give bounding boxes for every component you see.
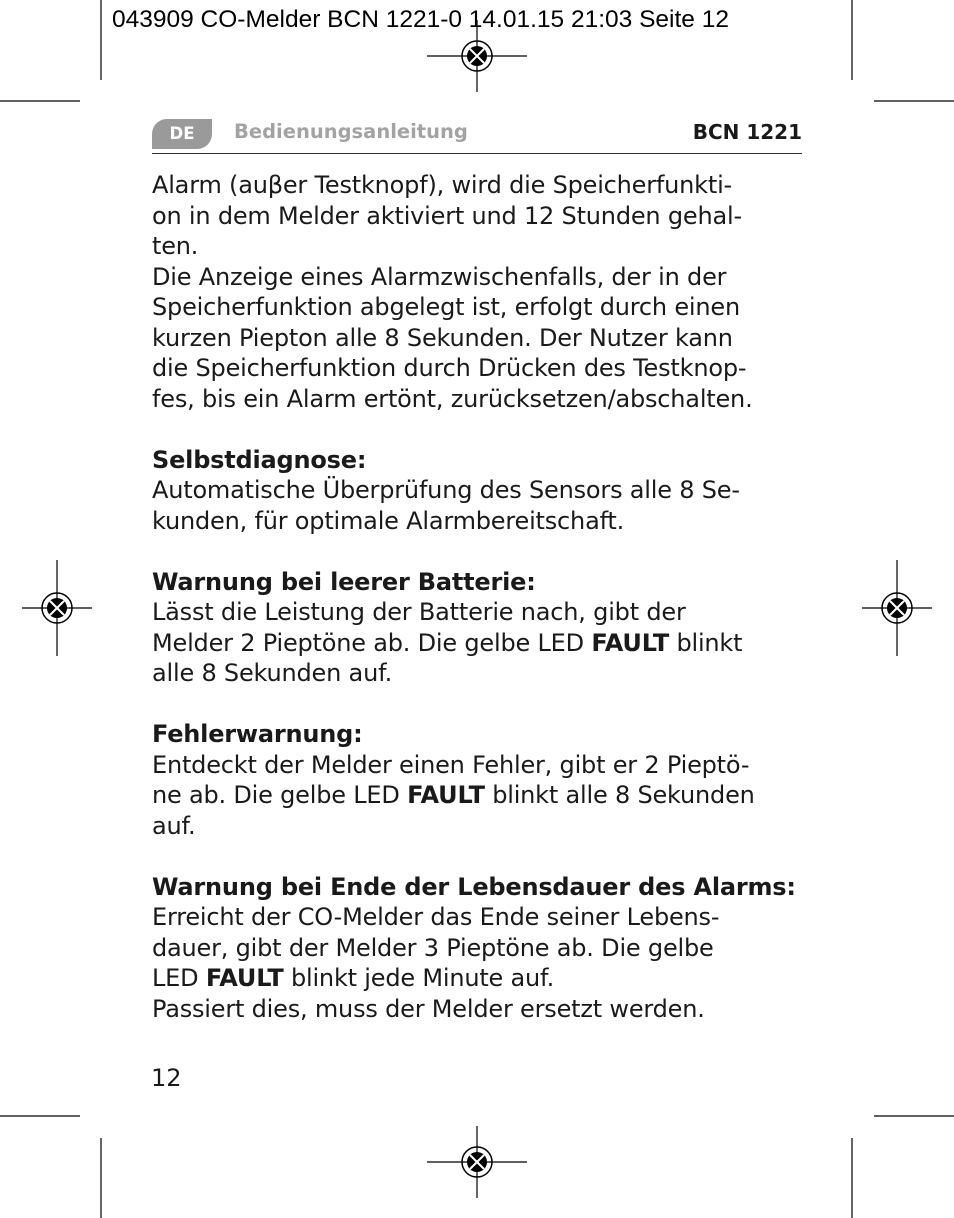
alarm-memory-paragraph [152, 262, 812, 415]
registration-mark-left [22, 560, 92, 656]
low-battery-section [152, 567, 812, 689]
print-slug: 043909 CO-Melder BCN 1221-0 14.01.15 21:03 Seite 12 [112, 6, 729, 33]
text-line: Die Anzeige eines Alarmzwischenfalls, der in der [152, 262, 727, 291]
text-line: LED FAULT blinkt jede Minute auf. [152, 964, 554, 992]
fault-warning-section [152, 719, 812, 841]
section-heading: Warnung bei Ende der Lebensdauer des Alarms: [152, 872, 796, 901]
end-of-life-section [152, 872, 812, 1025]
text-line: Lässt die Leistung der Batterie nach, gibt der [152, 598, 686, 626]
page-number: 12 [151, 1064, 182, 1092]
text-line: ten. [152, 232, 199, 260]
registration-mark-top [427, 20, 527, 92]
text-line: kunden, für optimale Alarmbereitschaft. [152, 506, 625, 535]
text-line: Alarm (auβer Testknopf), wird die Speicherfunkti- [152, 171, 733, 199]
manual-body [152, 170, 812, 1024]
text-line: fes, bis ein Alarm ertönt, zurücksetzen/abschalten. [152, 384, 753, 413]
fault-led-label: FAULT [407, 781, 485, 809]
text-line: Entdeckt der Melder einen Fehler, gibt er 2 Pieptö- [152, 750, 750, 779]
text-line: Automatische Überprüfung des Sensors alle 8 Se- [152, 476, 740, 504]
language-code: DE [169, 124, 195, 143]
text-line: ne ab. Die gelbe LED FAULT blinkt alle 8 Sekunden [152, 781, 755, 809]
text-line: auf. [152, 811, 196, 840]
text-line: Speicherfunktion abgelegt ist, erfolgt durch einen [152, 293, 740, 321]
registration-mark-bottom [427, 1126, 527, 1198]
text-line: Erreicht der CO-Melder das Ende seiner Lebens- [152, 903, 720, 931]
model-number: BCN 1221 [692, 120, 802, 144]
section-heading: Selbstdiagnose: [152, 445, 367, 474]
running-header [152, 116, 802, 154]
text-line: kurzen Piepton alle 8 Sekunden. Der Nutzer kann [152, 323, 733, 352]
text-line: on in dem Melder aktiviert und 12 Stunden gehal- [152, 201, 742, 230]
text-line: dauer, gibt der Melder 3 Pieptöne ab. Die gelbe [152, 933, 714, 962]
text-line: alle 8 Sekunden auf. [152, 659, 393, 687]
registration-mark-right [862, 560, 932, 656]
section-heading: Warnung bei leerer Batterie: [152, 567, 536, 596]
fault-led-label: FAULT [591, 628, 670, 657]
memory-function-paragraph [152, 170, 812, 262]
self-diagnosis-section [152, 445, 812, 537]
text-line: die Speicherfunktion durch Drücken des Testknop- [152, 354, 747, 382]
text-line: Melder 2 Pieptöne ab. Die gelbe LED FAULT blinkt [152, 628, 743, 657]
section-heading: Fehlerwarnung: [152, 720, 363, 748]
language-badge [152, 119, 212, 149]
document-type: Bedienungsanleitung [234, 120, 468, 143]
fault-led-label: FAULT [205, 964, 284, 992]
text-line: Passiert dies, muss der Melder ersetzt werden. [152, 994, 705, 1023]
